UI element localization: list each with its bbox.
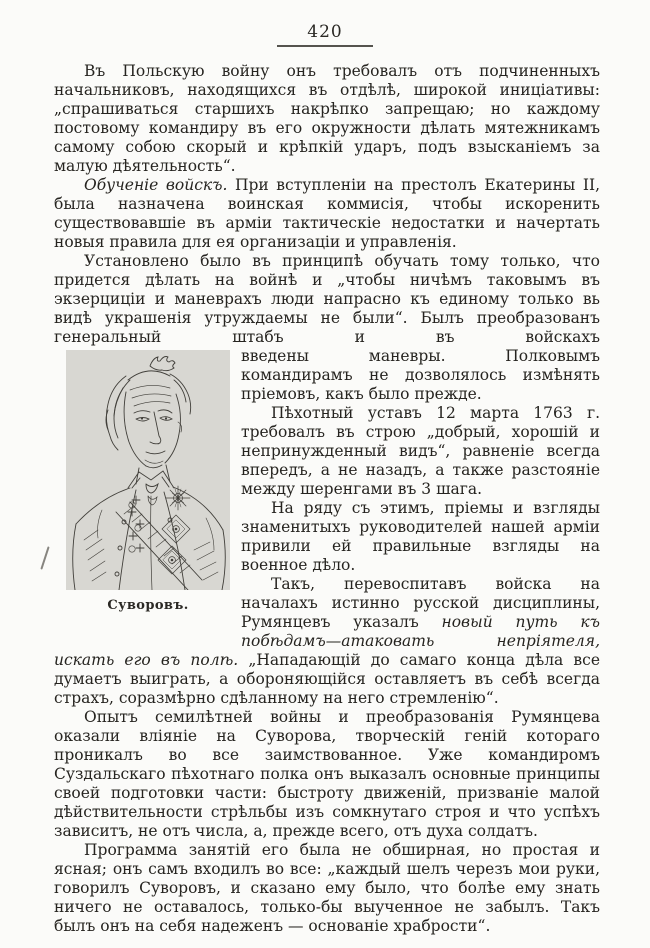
portrait-caption: Суворовъ. — [107, 598, 189, 613]
paragraph-principle-part2: введены маневры. Полковымъ командирамъ не дозволялось измѣнять пріемовъ, какъ было прежде. — [241, 347, 600, 403]
paragraph-army-leaders: На ряду съ этимъ, пріемы и взгляды знаменитыхъ руководителей нашей арміи привили ей правильные взгляды на военное дѣло. — [241, 499, 600, 574]
paragraph-troop-training — [54, 176, 600, 252]
paragraph-polish-war: Въ Польскую войну онъ требовалъ отъ подчиненныхъ начальниковъ, находящихся въ отдѣлѣ, широкой иниціативы: „спрашиваться старшихъ накрѣпко запрещаю; но каждому постовому командиру въ его окружности дѣлать мятежникамъ самому собою скорый и крѣпкій ударъ, подъ взысканіемъ за малую дѣятельность“. — [54, 62, 600, 175]
suvorov-portrait — [66, 350, 230, 590]
paragraph-text: „Нападающій до самаго конца дѣла все думаетъ выиграть, а обороняющійся оставляетъ въ себѣ всегда страхъ, соразмѣрно сдѣланному на него стремленію“. — [54, 651, 600, 707]
paragraph-text: Такъ, перевоспитавъ войска на началахъ истинно русской дисциплины, Румянцевъ указалъ — [241, 575, 600, 631]
scan-artifact-mark — [40, 546, 49, 569]
paragraph-seven-years-war: Опытъ семилѣтней войны и преобразованія Румянцева оказали вліяніе на Суворова, творческій геній котораго проникалъ во все заимствованное. Уже командиромъ Суздальскаго пѣхотнаго полка онъ выказалъ основные принципы своей подготовки части: быстроту движеній, призваніе малой дѣйствительности стрѣльбы изъ сомкнутаго строя и что успѣхъ зависитъ, не отъ числа, а, прежде всего, отъ духа солдатъ. — [54, 708, 600, 840]
paragraph-infantry-regulations: Пѣхотный уставъ 12 марта 1763 г. требовалъ въ строю „добрый, хорошій и непринужденный видъ“, равненіе всегда впередъ, а не назадъ, а также разстояніе между шеренгами въ 3 шага. — [241, 404, 600, 498]
body-text — [54, 62, 600, 936]
paragraph-principle-part1: Установлено было въ принципѣ обучать тому только, что придется дѣлать на войнѣ и „чтобы ничѣмъ таковымъ въ экзерциціи и маневрахъ люди напрасно къ единому только вь видѣ украшенія утруждаемы не были“. Былъ преобразованъ генеральный штабъ и въ войскахъ — [54, 252, 600, 346]
paragraph-program: Программа занятій его была не обширная, но простая и ясная; онъ самъ входилъ во все: „каждый шелъ черезъ мои руки, говорилъ Суворовъ, и сказано ему было, что болѣе ему знать ничего не оставалось, только-бы выученное не забылъ. Такъ былъ онъ на себя надеженъ — основаніе храбрости“. — [54, 841, 600, 935]
page-number: 420 — [307, 22, 343, 42]
paragraph-lead-italic: Обученіе войскъ. — [84, 176, 228, 194]
paragraph-text: При вступленіи на престолъ Екатерины II, была назначена воинская коммисія, чтобы искоренить существовавшіе въ арміи тактическіе недостатки и начертать новыя правила для ея организаціи и управленія. — [54, 176, 600, 251]
suvorov-portrait-figure — [66, 350, 230, 615]
suvorov-engraving-icon — [66, 350, 230, 590]
page-header — [0, 22, 650, 47]
paragraph-italic-motto: новый путь къ побѣдамъ—атаковать непріятеля, искать его въ полѣ. — [54, 613, 600, 669]
page-number-rule — [277, 45, 373, 47]
